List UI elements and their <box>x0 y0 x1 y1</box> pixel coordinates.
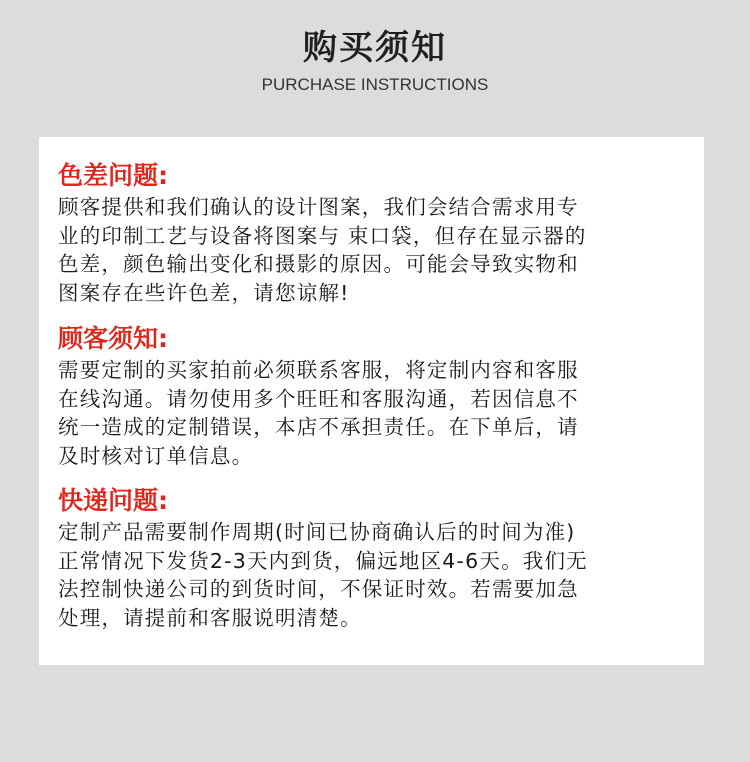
section-text-line: 统一造成的定制错误，本店不承担责任。在下单后，请 <box>58 415 579 440</box>
section-text-line: 法控制快递公司的到货时间，不保证时效。若需要加急 <box>58 577 579 602</box>
section-customer-notice <box>58 322 690 470</box>
section-heading: 快递问题: <box>58 486 168 515</box>
section-text-line: 在线沟通。请勿使用多个旺旺和客服沟通，若因信息不 <box>58 386 579 411</box>
section-heading: 色差问题: <box>58 161 168 190</box>
section-text-line: 及时核对订单信息。 <box>58 443 254 468</box>
section-text-line: 图案存在些许色差，请您谅解! <box>58 280 350 305</box>
page-header <box>0 26 750 96</box>
section-text-line: 色差，颜色输出变化和摄影的原因。可能会导致实物和 <box>58 252 579 277</box>
section-text-line: 正常情况下发货2-3天内到货，偏远地区4-6天。我们无 <box>58 548 588 573</box>
section-text-line: 需要定制的买家拍前必须联系客服，将定制内容和客服 <box>58 358 579 382</box>
page-title: 购买须知 <box>303 28 447 68</box>
section-heading: 顾客须知: <box>58 324 168 353</box>
instructions-card <box>39 137 704 665</box>
section-text-line: 业的印制工艺与设备将图案与 束口袋，但存在显示器的 <box>58 223 587 248</box>
page-subtitle: PURCHASE INSTRUCTIONS <box>261 75 489 94</box>
section-text-line: 处理，请提前和客服说明清楚。 <box>58 605 362 630</box>
section-text-line: 顾客提供和我们确认的设计图案，我们会结合需求用专 <box>58 195 579 219</box>
section-color-difference <box>58 159 690 307</box>
section-text-line: 定制产品需要制作周期(时间已协商确认后的时间为准) <box>58 520 576 544</box>
section-shipping <box>58 484 690 632</box>
